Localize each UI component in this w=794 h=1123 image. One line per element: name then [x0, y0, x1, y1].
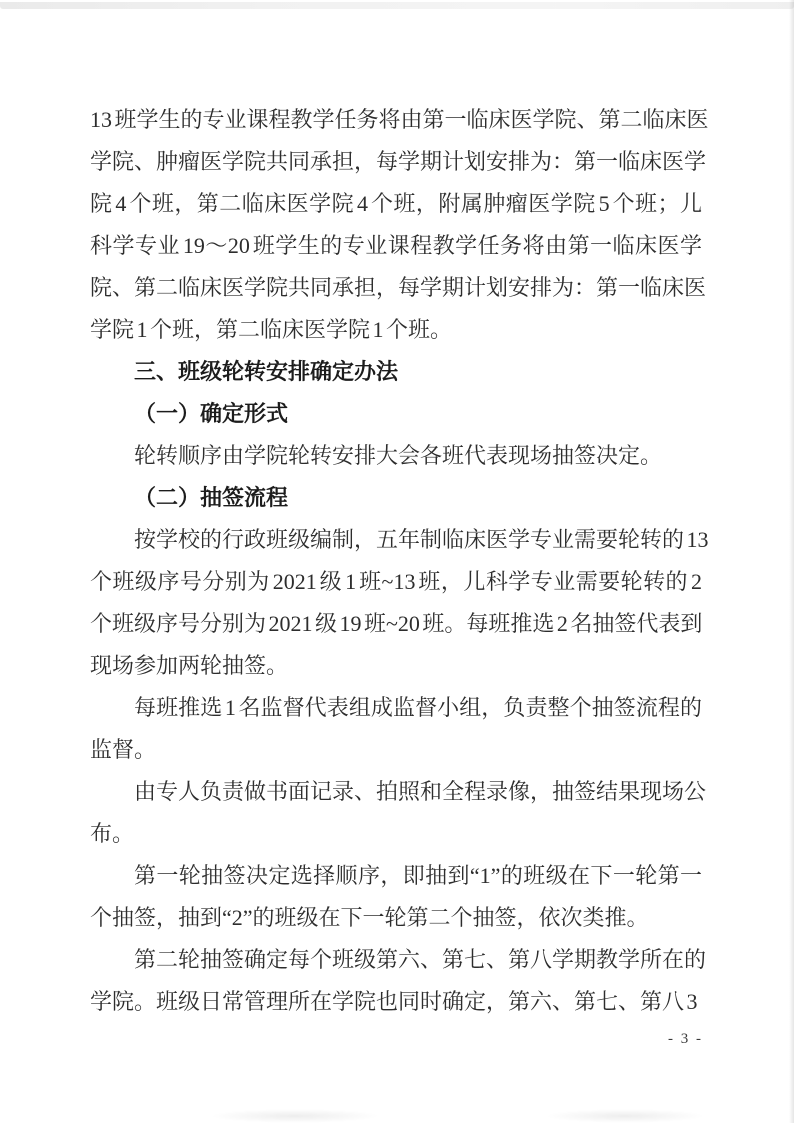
text-line: 13 班学生的专业课程教学任务将由第一临床医学院、第二临床医 [90, 107, 709, 132]
text-line: 由专人负责做书面记录、拍照和全程录像，抽签结果现场公 [134, 779, 707, 804]
heading-line: （一）确定形式 [134, 401, 289, 426]
text-line: 个班级序号分别为 2021 级 1 班~13 班，儿科学专业需要轮转的 2 [90, 569, 702, 594]
document-body [90, 99, 709, 1023]
text-line: 学院。班级日常管理所在学院也同时确定，第六、第七、第八 3 [90, 989, 698, 1014]
text-line: 学院、肿瘤医学院共同承担，每学期计划安排为：第一临床医学 [90, 149, 707, 174]
scan-edge-top-artifact [0, 2, 794, 9]
scan-edge-right-artifact [789, 0, 794, 1123]
text-line: 轮转顺序由学院轮转安排大会各班代表现场抽签决定。 [134, 443, 663, 468]
text-line: 按学校的行政班级编制，五年制临床医学专业需要轮转的 13 [134, 527, 709, 552]
text-line: 监督。 [90, 737, 157, 762]
text-line: 每班推选 1 名监督代表组成监督小组，负责整个抽签流程的 [134, 695, 702, 720]
text-line: 第二轮抽签确定每个班级第六、第七、第八学期教学所在的 [134, 947, 707, 972]
text-line: 个抽签，抽到“2”的班级在下一轮第二个抽签，依次类推。 [90, 905, 649, 930]
page-number: - 3 - [668, 1031, 703, 1047]
text-line: 院、第二临床医学院共同承担，每学期计划安排为：第一临床医 [90, 275, 707, 300]
heading-line: （二）抽签流程 [134, 485, 289, 510]
text-line: 第一轮抽签决定选择顺序，即抽到“1”的班级在下一轮第一 [134, 863, 702, 888]
text-line: 科学专业 19～20 班学生的专业课程教学任务将由第一临床医学 [90, 233, 702, 258]
text-line: 现场参加两轮抽签。 [90, 653, 289, 678]
text-line: 个班级序号分别为 2021 级 19 班~20 班。每班推选 2 名抽签代表到 [90, 611, 703, 636]
text-line: 学院 1 个班，第二临床医学院 1 个班。 [90, 317, 453, 342]
heading-line: 三、班级轮转安排确定办法 [134, 359, 399, 384]
text-line: 布。 [90, 821, 135, 846]
text-line: 院 4 个班，第二临床医学院 4 个班，附属肿瘤医学院 5 个班；儿 [90, 191, 702, 216]
scan-smudge-artifact [210, 1109, 380, 1123]
scan-smudge-artifact [545, 1109, 705, 1123]
